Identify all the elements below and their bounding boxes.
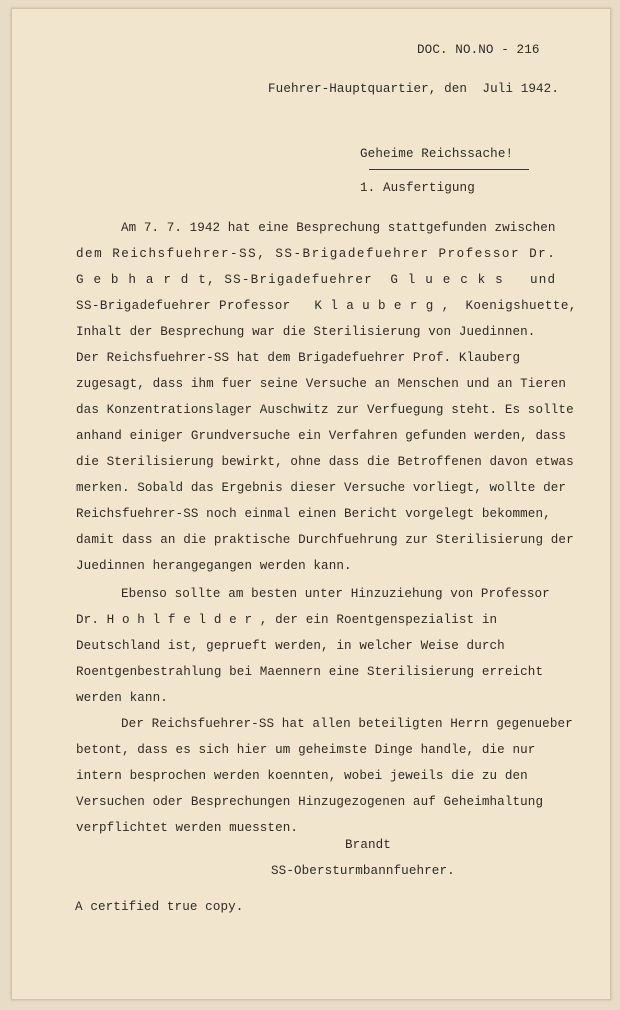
body-line: Inhalt der Besprechung war die Sterilisierung von Juedinnen. [76, 325, 536, 339]
body-line: Juedinnen herangegangen werden kann. [76, 559, 352, 573]
certification-note: A certified true copy. [75, 900, 244, 914]
body-line: Am 7. 7. 1942 hat eine Besprechung stattgefunden zwischen [121, 221, 556, 235]
body-line: werden kann. [76, 691, 168, 705]
body-line: zugesagt, dass ihm fuer seine Versuche an Menschen und an Tieren [76, 377, 567, 391]
body-line: Roentgenbestrahlung bei Maennern eine Sterilisierung erreicht [76, 665, 544, 679]
place-and-date: Fuehrer-Hauptquartier, den Juli 1942. [268, 82, 559, 96]
classification-underline [369, 169, 529, 170]
body-line: Dr. H o h l f e l d e r , der ein Roentgenspezialist in [76, 613, 498, 627]
body-line: die Sterilisierung bewirkt, ohne dass die Betroffenen davon etwas [76, 455, 574, 469]
typewritten-sheet [11, 8, 611, 1000]
body-line: Reichsfuehrer-SS noch einmal einen Bericht vorgelegt bekommen, [76, 507, 551, 521]
body-line: Der Reichsfuehrer-SS hat dem Brigadefuehrer Prof. Klauberg [76, 351, 521, 365]
body-line: Deutschland ist, geprueft werden, in welcher Weise durch [76, 639, 505, 653]
document-number: DOC. NO.NO - 216 [417, 43, 540, 57]
copy-number: 1. Ausfertigung [360, 181, 475, 195]
body-line: Ebenso sollte am besten unter Hinzuziehung von Professor [121, 587, 550, 601]
body-line: SS-Brigadefuehrer Professor K l a u b e r g , Koenigshuette, [76, 299, 577, 313]
body-line: anhand einiger Grundversuche ein Verfahren gefunden werden, dass [76, 429, 567, 443]
body-line: verpflichtet werden muessten. [76, 821, 299, 835]
body-line: dem Reichsfuehrer-SS, SS-Brigadefuehrer Professor Dr. [76, 247, 557, 261]
signature-name: Brandt [345, 838, 391, 852]
body-line: merken. Sobald das Ergebnis dieser Versuche vorliegt, wollte der [76, 481, 567, 495]
body-line: Versuchen oder Besprechungen Hinzugezogenen auf Geheimhaltung [76, 795, 544, 809]
body-line: G e b h a r d t, SS-Brigadefuehrer G l u e c k s und [76, 273, 557, 287]
body-line: intern besprochen werden koennten, wobei jeweils die zu den [76, 769, 528, 783]
body-line: betont, dass es sich hier um geheimste Dinge handle, die nur [76, 743, 536, 757]
signature-rank: SS-Obersturmbannfuehrer. [271, 864, 455, 878]
body-line: damit dass an die praktische Durchfuehrung zur Sterilisierung der [76, 533, 574, 547]
classification-heading: Geheime Reichssache! [360, 147, 514, 161]
body-line: Der Reichsfuehrer-SS hat allen beteiligten Herrn gegenueber [121, 717, 573, 731]
body-line: das Konzentrationslager Auschwitz zur Verfuegung steht. Es sollte [76, 403, 574, 417]
